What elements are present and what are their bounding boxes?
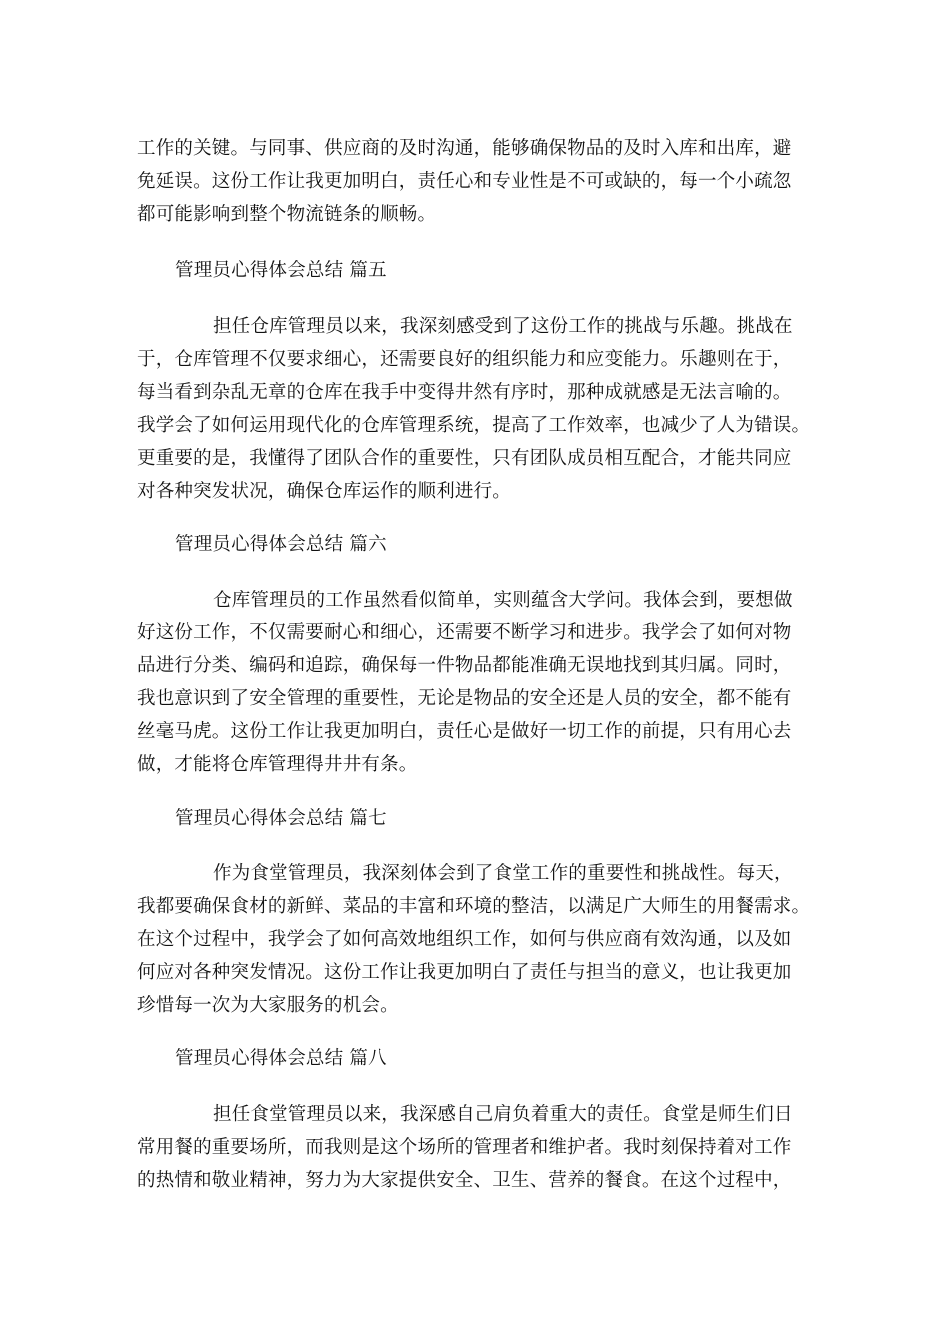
paragraph-line: 常用餐的重要场所，而我则是这个场所的管理者和维护者。我时刻保持着对工作 — [137, 1137, 792, 1158]
paragraph-line: 担任食堂管理员以来，我深感自己肩负着重大的责任。食堂是师生们日 — [213, 1104, 793, 1125]
paragraph-line: 更重要的是，我懂得了团队合作的重要性，只有团队成员相互配合，才能共同应 — [137, 448, 792, 469]
paragraph-line: 何应对各种突发情况。这份工作让我更加明白了责任与担当的意义，也让我更加 — [137, 962, 792, 983]
paragraph-line: 仓库管理员的工作虽然看似简单，实则蕴含大学问。我体会到，要想做 — [213, 590, 793, 611]
paragraph-line: 每当看到杂乱无章的仓库在我手中变得井然有序时，那种成就感是无法言喻的。 — [137, 382, 792, 403]
paragraph-line: 作为食堂管理员，我深刻体会到了食堂工作的重要性和挑战性。每天， — [213, 863, 793, 884]
paragraph-line: 好这份工作，不仅需要耐心和细心，还需要不断学习和进步。我学会了如何对物 — [137, 622, 792, 643]
section-heading: 管理员心得体会总结 篇五 — [175, 260, 387, 281]
section-heading: 管理员心得体会总结 篇六 — [175, 534, 387, 555]
paragraph-line: 我学会了如何运用现代化的仓库管理系统，提高了工作效率，也减少了人为错误。 — [137, 415, 811, 436]
paragraph-line: 我也意识到了安全管理的重要性，无论是物品的安全还是人员的安全，都不能有 — [137, 688, 792, 709]
paragraph-line: 对各种突发状况，确保仓库运作的顺利进行。 — [137, 481, 512, 502]
section-heading: 管理员心得体会总结 篇八 — [175, 1048, 387, 1069]
section-heading: 管理员心得体会总结 篇七 — [175, 808, 387, 829]
paragraph-line: 品进行分类、编码和追踪，确保每一件物品都能准确无误地找到其归属。同时， — [137, 655, 792, 676]
paragraph-line: 都可能影响到整个物流链条的顺畅。 — [137, 204, 437, 225]
paragraph-line: 于，仓库管理不仅要求细心，还需要良好的组织能力和应变能力。乐趣则在于， — [137, 349, 792, 370]
paragraph-line: 做，才能将仓库管理得井井有条。 — [137, 754, 418, 775]
paragraph-line: 珍惜每一次为大家服务的机会。 — [137, 995, 399, 1016]
paragraph-line: 在这个过程中，我学会了如何高效地组织工作，如何与供应商有效沟通，以及如 — [137, 929, 792, 950]
paragraph-line: 我都要确保食材的新鲜、菜品的丰富和环境的整洁，以满足广大师生的用餐需求。 — [137, 896, 811, 917]
paragraph-line: 丝毫马虎。这份工作让我更加明白，责任心是做好一切工作的前提，只有用心去 — [137, 721, 792, 742]
paragraph-line: 免延误。这份工作让我更加明白，责任心和专业性是不可或缺的，每一个小疏忽 — [137, 171, 792, 192]
paragraph-line: 担任仓库管理员以来，我深刻感受到了这份工作的挑战与乐趣。挑战在 — [213, 316, 793, 337]
paragraph-line: 工作的关键。与同事、供应商的及时沟通，能够确保物品的及时入库和出库，避 — [137, 138, 792, 159]
paragraph-line: 的热情和敬业精神，努力为大家提供安全、卫生、营养的餐食。在这个过程中， — [137, 1170, 792, 1191]
